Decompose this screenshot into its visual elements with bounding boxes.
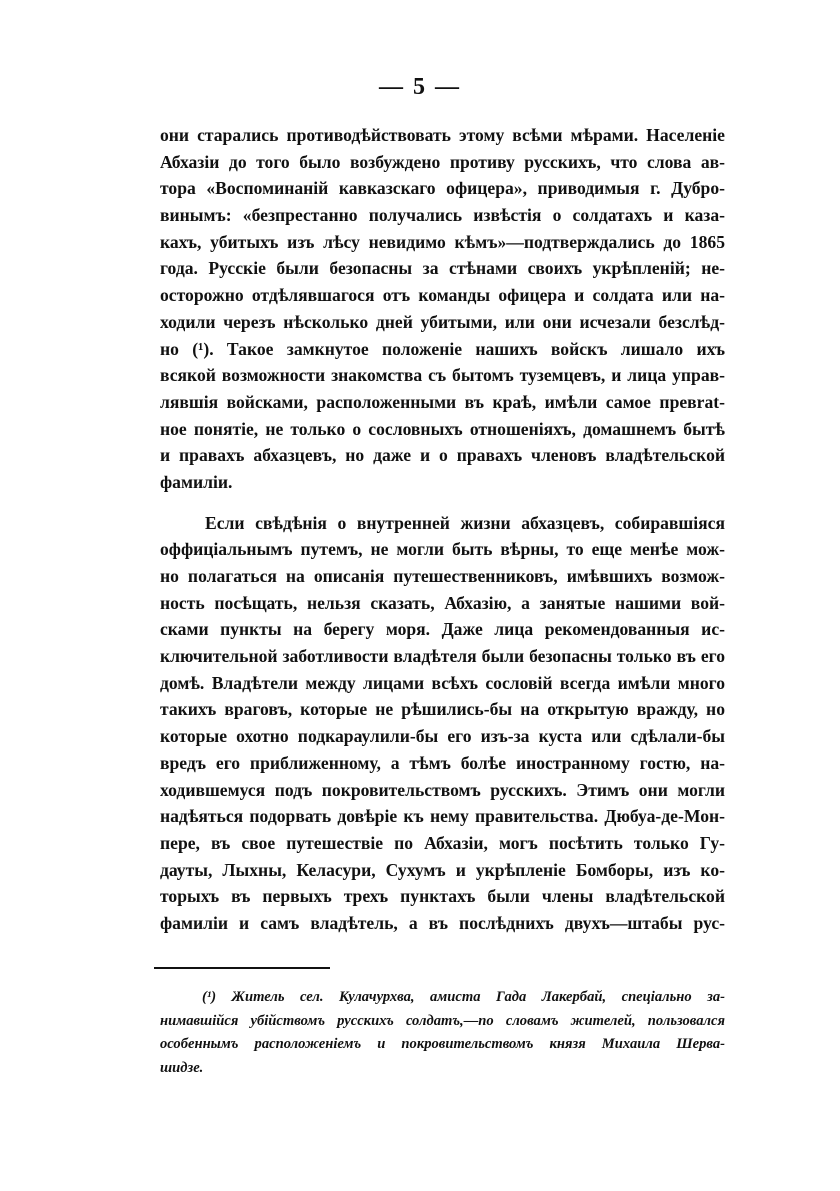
text-line: надѣяться подорвать довѣріе къ нему правительства. Дюбуа-де-Мон- <box>160 806 725 827</box>
text-line: пере, въ свое путешествіе по Абхазіи, могъ посѣтить только Гу- <box>160 832 725 853</box>
text-line: кахъ, убитыхъ изъ лѣсу невидимо кѣмъ»—подтверждались до 1865 <box>160 231 725 252</box>
text-line: оффиціальнымъ путемъ, не могли быть вѣрны, то еще менѣе мож- <box>160 539 725 560</box>
text-line: года. Русскіе были безопасны за стѣнами своихъ укрѣпленій; не- <box>160 258 725 279</box>
text-line: всякой возможности знакомства съ бытомъ туземцевъ, и лица управ- <box>160 365 725 386</box>
text-line: которые охотно подкараулили-бы его изъ-за куста или сдѣлали-бы <box>160 726 725 747</box>
footnote-line: нимавшійся убійствомъ русскихъ солдатъ,—по словамъ жителей, пользовался <box>160 1012 725 1029</box>
text-line: Если свѣдѣнія о внутренней жизни абхазцевъ, собиравшіяся <box>205 512 725 533</box>
text-line: ное понятіе, не только о сословныхъ отношеніяхъ, домашнемъ бытѣ <box>160 418 725 439</box>
text-line: лявшія войсками, расположенными въ краѣ, имѣли самое превrat- <box>160 391 725 412</box>
text-line: Абхазіи до того было возбуждено противу русскихъ, что слова ав- <box>160 151 725 172</box>
text-line: ключительной заботливости владѣтеля были безопасны только въ его <box>160 646 725 667</box>
text-line: осторожно отдѣлявшагося отъ команды офицера и солдата или на- <box>160 285 725 306</box>
text-line: но (¹). Такое замкнутое положеніе нашихъ войскъ лишало ихъ <box>160 338 725 359</box>
main-text <box>160 122 725 937</box>
text-line: сками пункты на берегу моря. Даже лица рекомендованныя ис- <box>160 619 725 640</box>
text-line: тора «Воспоминаній кавказскаго офицера», приводимыя г. Дубро- <box>160 178 725 199</box>
text-line: торыхъ въ первыхъ трехъ пунктахъ были члены владѣтельской <box>160 886 725 907</box>
footnote-line: шидзе. <box>160 1059 204 1076</box>
text-line: и правахъ абхазцевъ, но даже и о правахъ членовъ владѣтельской <box>160 445 725 466</box>
text-line: они старались противодѣйствовать этому всѣми мѣрами. Населеніе <box>160 125 725 145</box>
text-line: но полагаться на описанія путешественниковъ, имѣвшихъ возмож- <box>160 566 725 586</box>
text-line: ходившемуся подъ покровительствомъ русскихъ. Этимъ они могли <box>160 779 725 800</box>
text-line: вредъ его приближенному, а тѣмъ болѣе иностранному гостю, на- <box>160 752 725 773</box>
footnote-divider <box>154 967 330 969</box>
text-line: ность посѣщать, нельзя сказать, Абхазію, а занятые нашими вой- <box>160 592 725 613</box>
text-line: такихъ враговъ, которые не рѣшились-бы на открытую вражду, но <box>160 699 725 720</box>
text-line: домѣ. Владѣтели между лицами всѣхъ сословій всегда имѣли много <box>160 672 725 693</box>
text-line: дауты, Лыхны, Келасури, Сухумъ и укрѣпленіе Бомборы, изъ ко- <box>160 859 725 880</box>
paragraph-1 <box>160 122 725 496</box>
footnote-line: особеннымъ расположеніемъ и покровительствомъ князя Михаила Шерва- <box>160 1036 725 1052</box>
text-line: фамиліи. <box>160 471 233 492</box>
text-line: фамиліи и самъ владѣтель, а въ послѣднихъ двухъ—штабы рус- <box>160 912 725 933</box>
footnote <box>160 986 725 1080</box>
page-number-header: — 5 — <box>379 74 461 100</box>
text-line: винымъ: «безпрестанно получались извѣстія о солдатахъ и каза- <box>160 205 725 226</box>
paragraph-2 <box>160 510 725 937</box>
footnote-line: (¹) Житель сел. Кулачурхва, амиста Гада Лакербай, спеціально за- <box>202 989 725 1005</box>
text-line: ходили черезъ нѣсколько дней убитыми, или они исчезали безслѣд- <box>160 311 725 332</box>
